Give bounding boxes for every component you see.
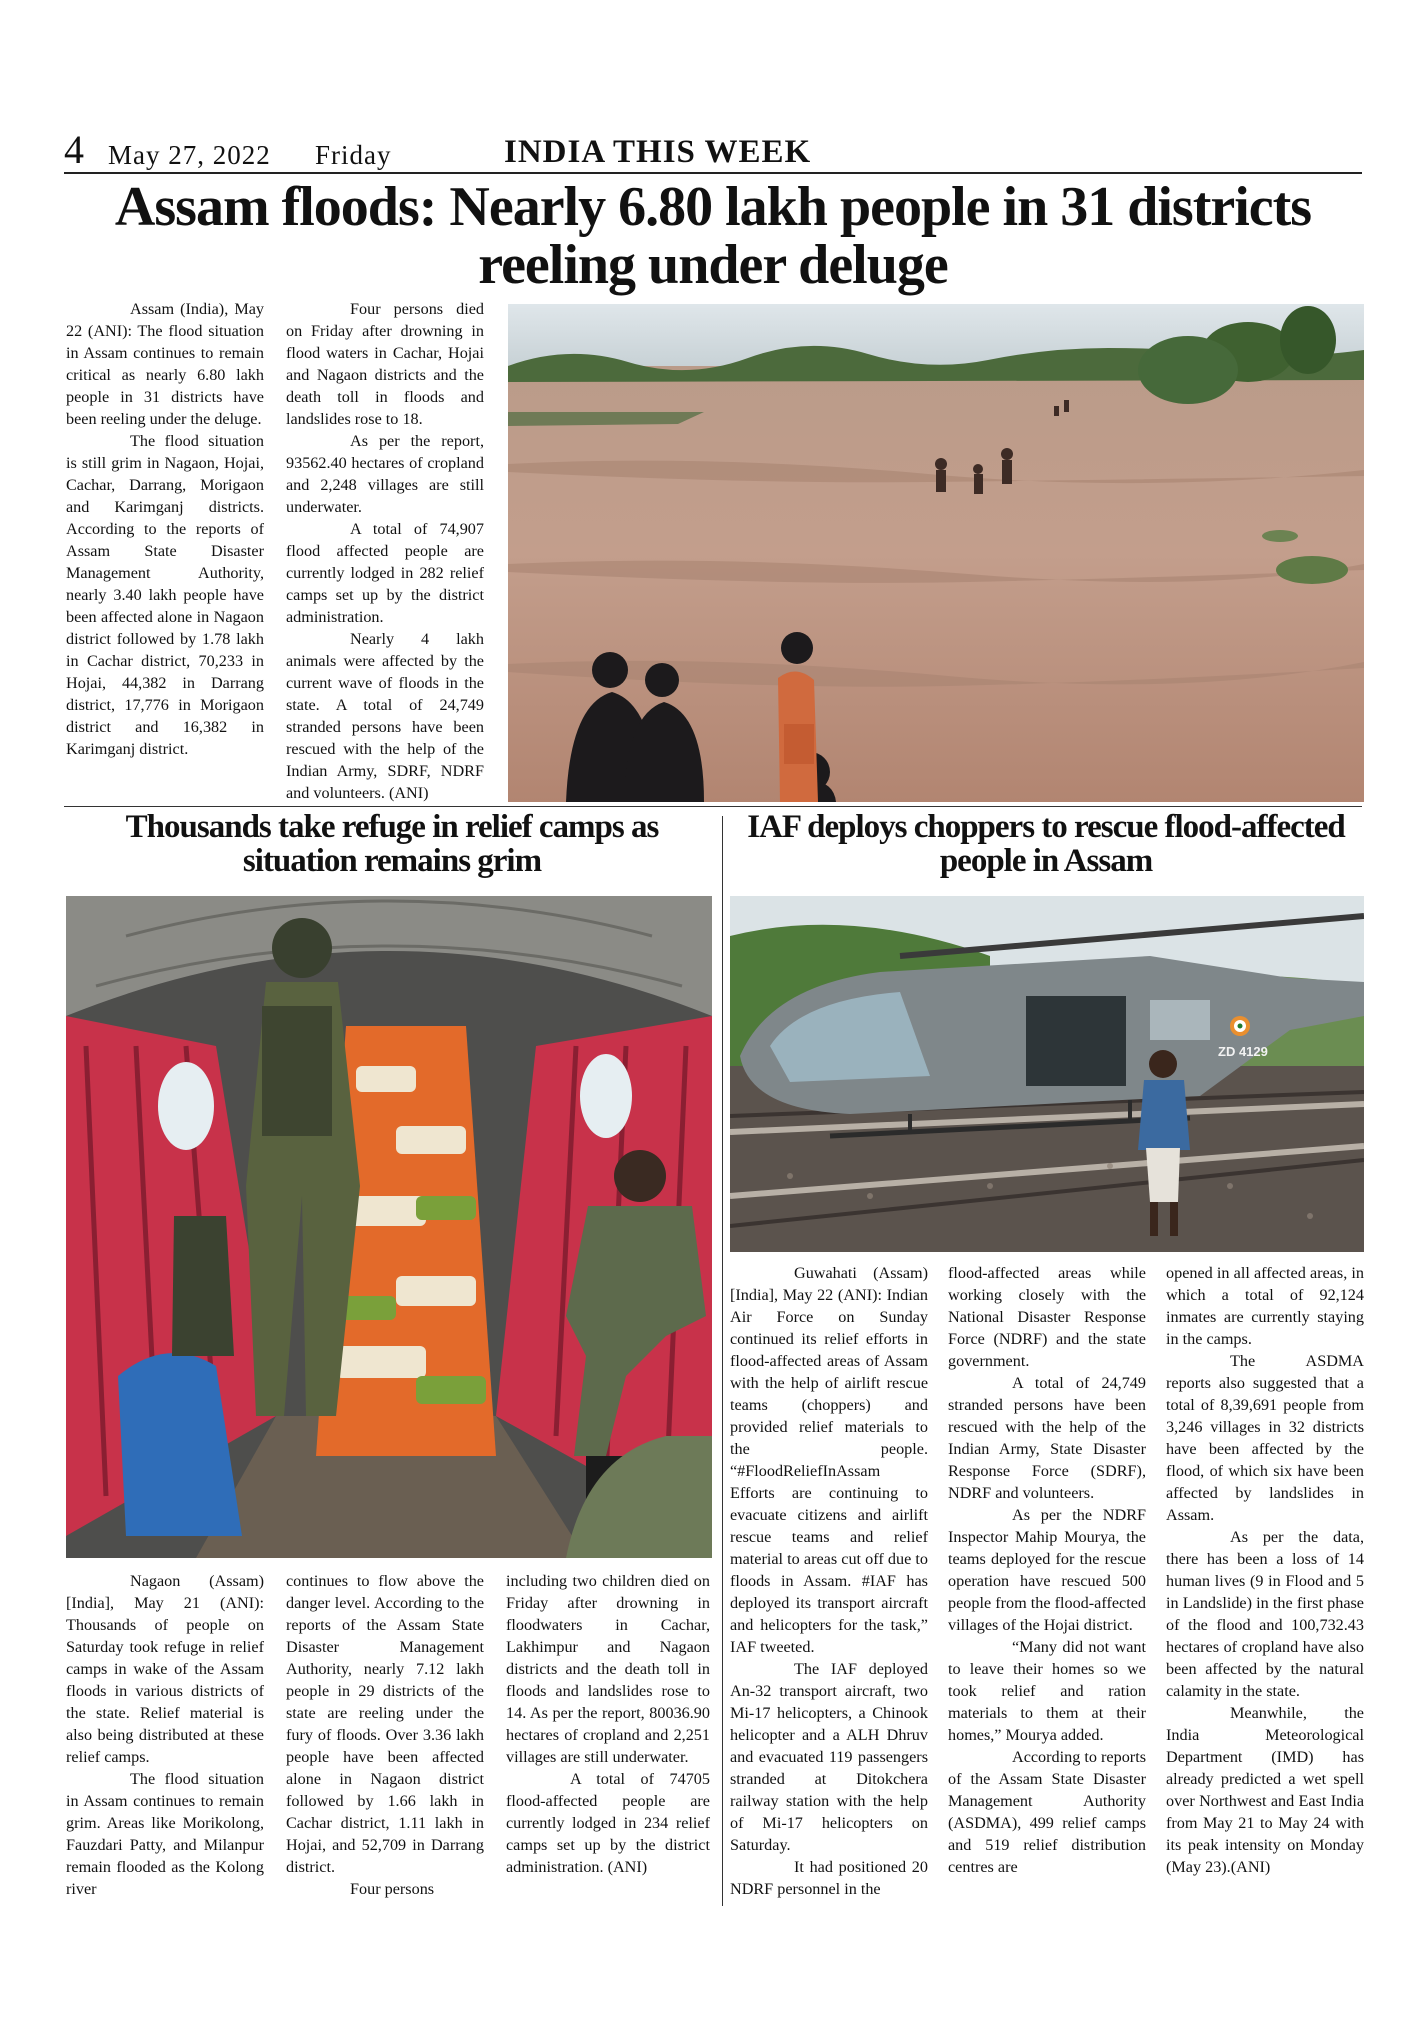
story2-column-3 — [506, 1570, 710, 1878]
paragraph: opened in all affected areas, in which a total of 92,124 inmates are currently staying in the camps. — [1166, 1264, 1364, 1348]
chinook-interior-photo — [66, 896, 712, 1558]
section-title: INDIA THIS WEEK — [504, 134, 812, 170]
paragraph: The IAF deployed An-32 transport aircraft, two Mi-17 helicopters, a Chinook helicopter and a ALH Dhruv and evacuated 119 passengers stranded at Ditokchera railway station with the help of Mi-17 helicopters on Saturday. — [730, 1660, 928, 1854]
story3-column-3 — [1166, 1262, 1364, 1878]
paragraph: The flood situation is still grim in Nagaon, Hojai, Cachar, Darrang, Morigaon and Karimganj districts. According to the reports of Assam State Disaster Management Authority, nearly 3.40 lakh people have been affected alone in Nagaon district followed by 1.78 lakh in Cachar district, 70,233 in Hojai, 44,382 in Darrang district, 17,776 in Morigaon district and 16,382 in Karimganj district. — [66, 432, 264, 758]
story1-column-1 — [66, 298, 264, 760]
paragraph: According to reports of the Assam State Disaster Management Authority (ASDMA), 499 relief camps and 519 relief distribution centres are — [948, 1748, 1146, 1876]
flood-photo — [508, 304, 1364, 802]
paragraph: Four persons — [350, 1880, 435, 1898]
paragraph: As per the data, there has been a loss of 14 human lives (9 in Flood and 5 in Landslide) in the first phase of the flood and 100,732.43 hectares of cropland have also been affected by the natural calamity in the state. — [1166, 1528, 1364, 1700]
story2-column-2 — [286, 1570, 484, 1900]
story2-column-1 — [66, 1570, 264, 1900]
paragraph: A total of 74,907 flood affected people are currently lodged in 282 relief camps set up by the district administration. — [286, 520, 484, 626]
paragraph: A total of 74705 flood-affected people are currently lodged in 234 relief camps set up by the district administration. (ANI) — [506, 1770, 710, 1876]
main-headline: Assam floods: Nearly 6.80 lakh people in 31 districts reeling under deluge — [114, 176, 1312, 296]
paragraph: It had positioned 20 NDRF personnel in the — [730, 1858, 928, 1898]
paragraph: Guwahati (Assam) [India], May 22 (ANI): Indian Air Force on Sunday continued its relief efforts in flood-affected areas of Assam with the help of airlift rescue teams (choppers) and provided relief materials to the people. “#FloodReliefInAssam Efforts are continuing to evacuate citizens and airlift rescue teams and relief material to areas cut off due to floods in Assam. #IAF has deployed its transport aircraft and helicopters for the task,” IAF tweeted. — [730, 1264, 928, 1656]
page-number: 4 — [64, 127, 84, 172]
paragraph: A total of 24,749 stranded persons have been rescued with the help of the Indian Army, State Disaster Response Force (SDRF), NDRF and volunteers. — [948, 1374, 1146, 1502]
paragraph: Nagaon (Assam) [India], May 21 (ANI): Thousands of people on Saturday took refuge in relief camps in wake of the Assam floods in various districts of the state. Relief material is also being distributed at these relief camps. — [66, 1572, 264, 1766]
paragraph: Nearly 4 lakh animals were affected by the current wave of floods in the state. A total of 24,749 stranded persons have been rescued with the help of the Indian Army, SDRF, NDRF and volunteers. (ANI) — [286, 630, 484, 802]
masthead — [64, 127, 1362, 174]
paragraph: including two children died on Friday after drowning in floodwaters in Cachar, Lakhimpur and Nagaon districts and the death toll in floods and landslides rose to 14. As per the report, 80036.90 hectares of cropland and 2,251 villages are still underwater. — [506, 1572, 710, 1766]
paragraph: flood-affected areas while working closely with the National Disaster Response Force (NDRF) and the state government. — [948, 1264, 1146, 1370]
column-divider — [722, 816, 723, 1906]
story3-column-1 — [730, 1262, 928, 1900]
paragraph: Four persons died on Friday after drowning in flood waters in Cachar, Hojai and Nagaon districts and the death toll in floods and landslides rose to 18. — [286, 300, 484, 428]
story1-column-2 — [286, 298, 484, 804]
story2-headline: Thousands take refuge in relief camps as situation remains grim — [125, 809, 659, 879]
paragraph: continues to flow above the danger level. According to the reports of the Assam State Disaster Management Authority, nearly 7.12 lakh people in 29 districts of the state are reeling under the fury of floods. Over 3.36 lakh people have been affected alone in Nagaon district followed by 1.66 lakh in Cachar district, 1.11 lakh in Hojai, and 52,709 in Darrang district. — [286, 1572, 484, 1876]
issue-date: May 27, 2022 — [108, 140, 271, 170]
story3-column-2 — [948, 1262, 1146, 1878]
paragraph: The ASDMA reports also suggested that a total of 8,39,691 people from 3,246 villages in 32 districts have been affected by the flood, of which six have been affected by landslides in Assam. — [1166, 1352, 1364, 1524]
helicopter-photo — [730, 896, 1364, 1252]
paragraph: As per the NDRF Inspector Mahip Mourya, the teams deployed for the rescue operation have rescued 500 people from the flood-affected villages of the Hojai district. — [948, 1506, 1146, 1634]
paragraph: “Many did not want to leave their homes so we took relief and ration materials to them at their homes,” Mourya added. — [948, 1638, 1146, 1744]
paragraph: As per the report, 93562.40 hectares of cropland and 2,248 villages are still underwater. — [286, 432, 484, 516]
paragraph: Assam (India), May 22 (ANI): The flood situation in Assam continues to remain critical as nearly 6.80 lakh people in 31 districts have been reeling under the deluge. — [66, 300, 264, 428]
story3-headline: IAF deploys choppers to rescue flood-affected people in Assam — [747, 809, 1345, 879]
section-divider — [64, 806, 1362, 807]
paragraph: Meanwhile, the India Meteorological Department (IMD) has already predicted a wet spell over Northwest and East India from May 21 to May 24 with its peak intensity on Monday (May 23).(ANI) — [1166, 1704, 1364, 1876]
paragraph: The flood situation in Assam continues to remain grim. Areas like Morikolong, Fauzdari Patty, and Milanpur remain flooded as the Kolong river — [66, 1770, 264, 1898]
helicopter-marking: ZD 4129 — [1218, 1044, 1268, 1059]
issue-day: Friday — [315, 140, 392, 170]
